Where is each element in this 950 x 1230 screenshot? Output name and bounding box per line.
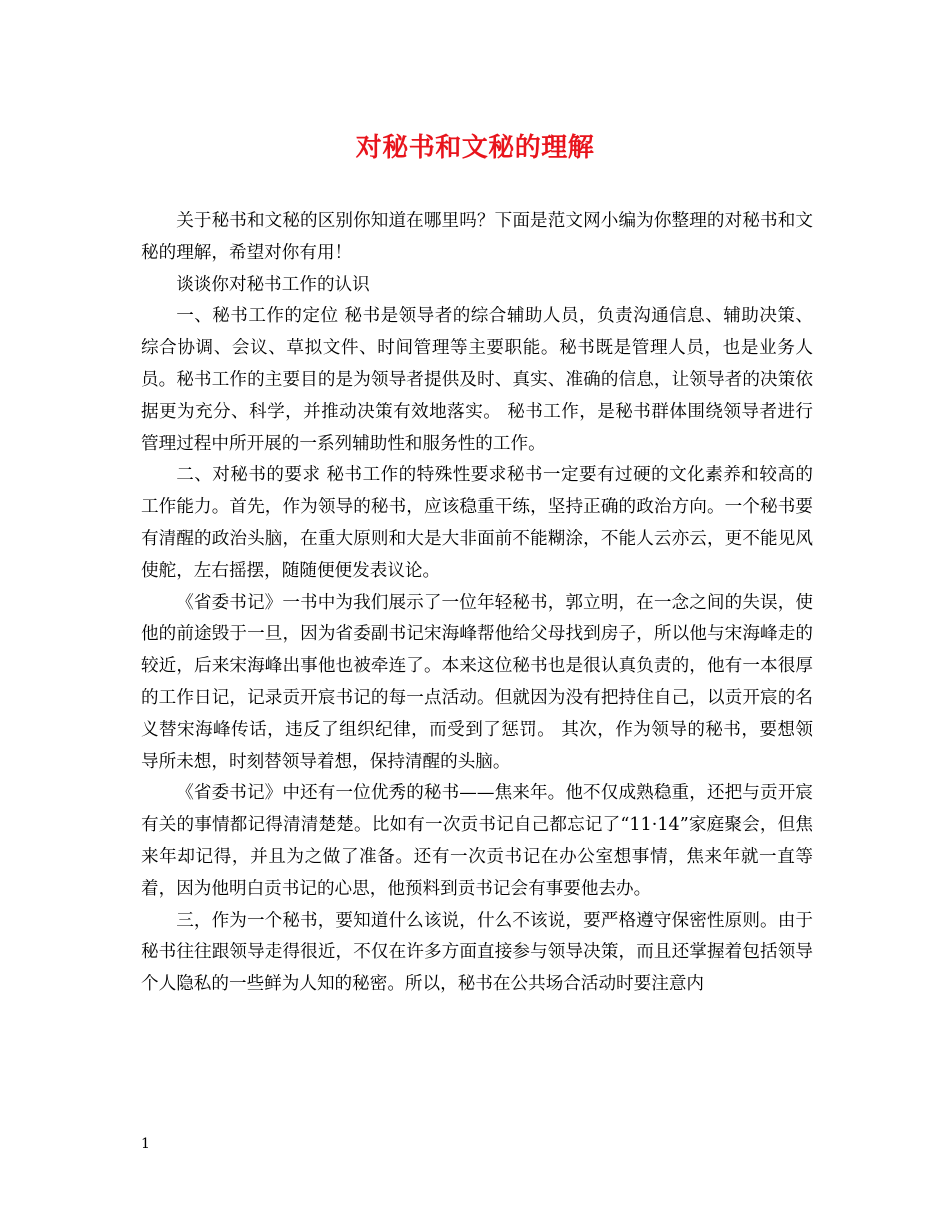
paragraph-section-3: 三，作为一个秘书，要知道什么该说，什么不该说，要严格遵守保密性原则。由于秘书往往跟领导走得很近，不仅在许多方面直接参与领导决策，而且还掌握着包括领导个人隐私的一些鲜为人知的秘密。所以，秘书在公共场合活动时要注意内 bbox=[141, 910, 813, 995]
paragraph-example-1: 《省委书记》一书中为我们展示了一位年轻秘书，郭立明，在一念之间的失误，使他的前途毁于一旦，因为省委副书记宋海峰帮他给父母找到房子，所以他与宋海峰走的较近，后来宋海峰出事他也被牵连了。本来这位秘书也是很认真负责的，他有一本很厚的工作日记，记录贡开宸书记的每一点活动。但就因为没有把持住自己，以贡开宸的名义替宋海峰传话，违反了组织纪律，而受到了惩罚。 其次，作为领导的秘书，要想领导所未想，时刻替领导着想，保持清醒的头脑。 bbox=[141, 592, 813, 772]
document-title: 对秘书和文秘的理解 bbox=[355, 133, 595, 163]
paragraph-section-2: 二、对秘书的要求 秘书工作的特殊性要求秘书一定要有过硬的文化素养和较高的工作能力。首先，作为领导的秘书，应该稳重干练，坚持正确的政治方向。一个秘书要有清醒的政治头脑，在重大原则和大是大非面前不能糊涂，不能人云亦云，更不能见风使舵，左右摇摆，随随便便发表议论。 bbox=[141, 465, 813, 581]
paragraph-section-1: 一、秘书工作的定位 秘书是领导者的综合辅助人员，负责沟通信息、辅助决策、综合协调、会议、草拟文件、时间管理等主要职能。秘书既是管理人员，也是业务人员。秘书工作的主要目的是为领导者提供及时、真实、准确的信息，让领导者的决策依据更为充分、科学，并推动决策有效地落实。 秘书工作，是秘书群体围绕领导者进行管理过程中所开展的一系列辅助性和服务性的工作。 bbox=[141, 306, 813, 454]
page-number: 1 bbox=[141, 1136, 150, 1152]
paragraph-heading: 谈谈你对秘书工作的认识 bbox=[176, 274, 370, 295]
paragraph-example-2: 《省委书记》中还有一位优秀的秘书——焦来年。他不仅成熟稳重，还把与贡开宸有关的事情都记得清清楚楚。比如有一次贡书记自己都忘记了“11·14”家庭聚会，但焦来年却记得，并且为之做了准备。还有一次贡书记在办公室想事情，焦来年就一直等着，因为他明白贡书记的心思，他预料到贡书记会有事要他去办。 bbox=[141, 783, 813, 899]
paragraph-intro: 关于秘书和文秘的区别你知道在哪里吗？下面是范文网小编为你整理的对秘书和文秘的理解，希望对你有用！ bbox=[141, 211, 813, 263]
document-body bbox=[141, 206, 813, 1001]
